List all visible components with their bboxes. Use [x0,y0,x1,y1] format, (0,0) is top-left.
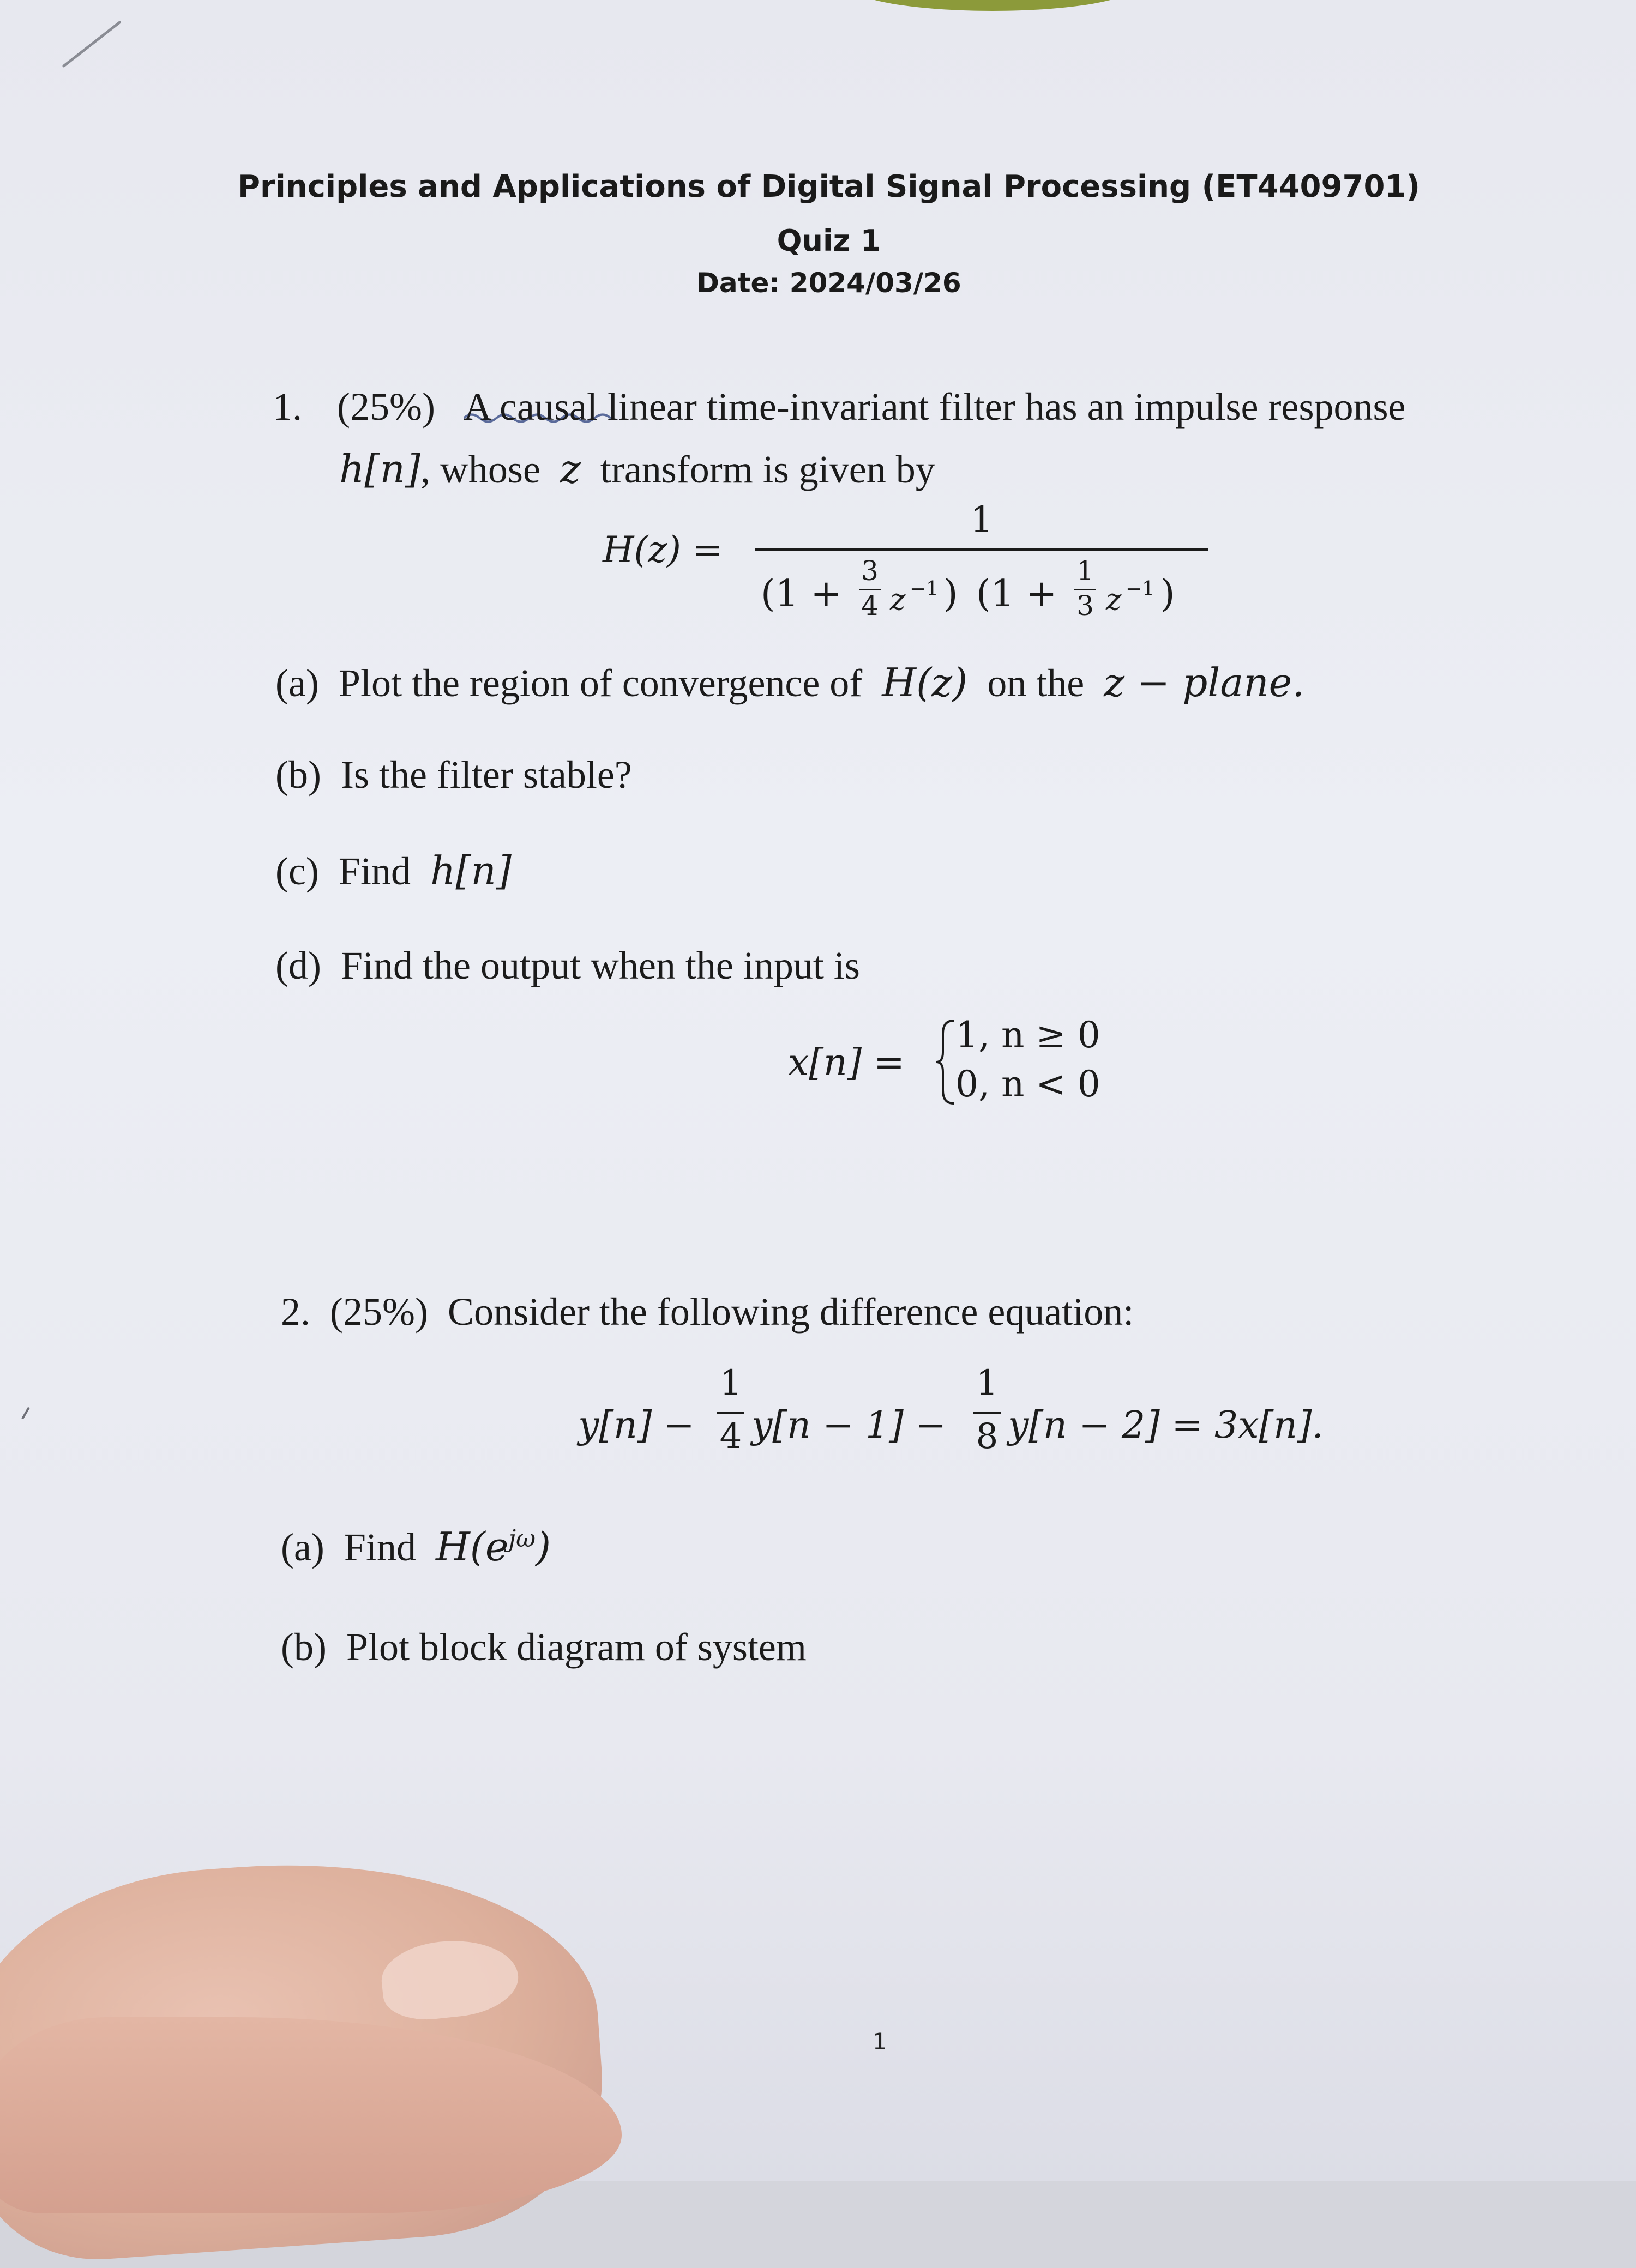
q2-number: 2. [281,1290,310,1334]
q1b-label: (b) [275,753,321,797]
q2b-label: (b) [281,1625,327,1669]
q1c-hn: h[n] [430,848,512,894]
q2b-text: Plot block diagram of system [346,1625,807,1669]
q2a-close: ) [536,1524,551,1570]
xn-case1: 1, n ≥ 0 [955,1014,1100,1056]
q1-text-line2 [339,446,935,492]
q2-header [281,1289,1134,1335]
xn-lhs: x[n] = [788,1041,905,1084]
q1-z: z [560,446,581,492]
page-number: 1 [873,2028,887,2055]
q2a-exp: jω [508,1525,536,1553]
q2-frac1-bar [717,1412,744,1414]
course-title: Principles and Applications of Digital Signal Processing (ET4409701) [238,169,1420,204]
eq-den-exp2: −1 [1126,578,1155,600]
eq-hz-numerator: 1 [970,499,993,541]
q1a-label: (a) [275,661,319,705]
q2a-text: Find [344,1525,416,1569]
q1c-label: (c) [275,849,319,893]
q1c-text: Find [338,849,411,893]
q1a-item [275,660,1304,706]
q1-number: 1. [273,385,302,429]
q1b-text: Is the filter stable? [340,753,632,797]
q1a-text2: on the [987,661,1085,705]
q2-eq-part3: y[n − 2] = 3x[n]. [1008,1404,1324,1447]
q1-weight: (25%) [337,385,435,429]
q2a-item [281,1524,551,1570]
quiz-title: Quiz 1 [777,224,881,258]
q1a-zplane: z − plane. [1104,660,1305,705]
q2-frac1-den: 4 [719,1416,742,1457]
q2-text: Consider the following difference equation: [447,1290,1134,1334]
eq-den-exp1: −1 [910,578,939,600]
q1d-item [275,943,860,988]
eq-den-frac1-num: 3 [861,555,879,587]
q2-frac1-num: 1 [719,1363,742,1403]
q2-eq-part1: y[n] − [578,1404,695,1447]
q1-text-line1: A causal linear time-invariant filter has an impulse response [464,385,1406,429]
eq-den-close2: ) [1160,572,1175,616]
eq-den-open1: (1 + [761,572,842,616]
q2a-label: (a) [281,1525,324,1569]
q1-transform-text: transform is given by [600,448,935,491]
quiz-date: Date: 2024/03/26 [696,267,961,299]
eq-den-frac1-den: 4 [861,590,879,622]
eq-den-frac2-num: 1 [1076,555,1094,587]
q1-whose: , whose [420,448,540,491]
eq-den-open2: (1 + [976,572,1057,616]
q1d-label: (d) [275,944,321,987]
q1c-item [275,848,512,894]
q1-h-of-n: h[n] [339,446,420,492]
eq-den-z1: z [890,582,906,617]
q2b-item [281,1625,807,1670]
xn-brace [935,1018,957,1106]
q2-frac2-den: 8 [976,1416,999,1457]
q2-eq-part2: y[n − 1] − [751,1404,947,1447]
eq-den-close1: ) [943,572,958,616]
eq-den-z2: z [1106,582,1122,617]
q2-frac2-bar [973,1412,1001,1414]
q2-frac2-num: 1 [976,1363,999,1403]
q2a-math: H(e [435,1524,509,1570]
q1a-text: Plot the region of convergence of [338,661,863,705]
xn-case2: 0, n < 0 [955,1063,1100,1105]
q2-weight: (25%) [330,1290,428,1334]
q1b-item [275,752,632,798]
q1a-hz: H(z) [882,660,968,705]
eq-hz-fraction-bar [755,548,1208,551]
q1d-text: Find the output when the input is [340,944,860,987]
eq-den-frac2-den: 3 [1076,590,1094,622]
eq-hz-lhs: H(z) = [603,529,723,571]
